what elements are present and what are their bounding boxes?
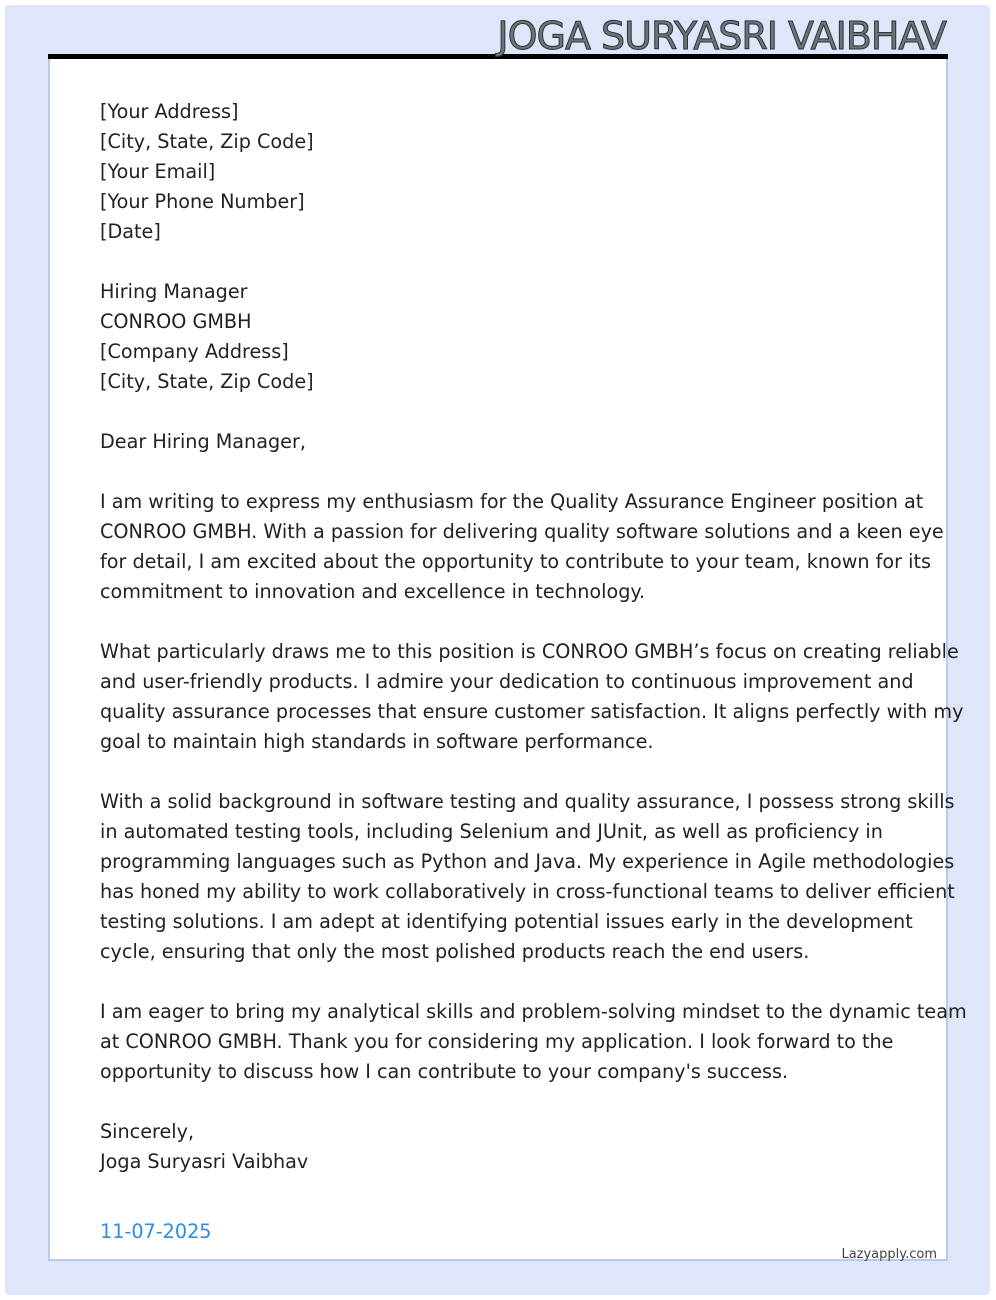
salutation-text: Dear Hiring Manager,	[100, 430, 306, 453]
paragraph-line: testing solutions. I am adept at identifying potential issues early in the development	[100, 910, 913, 933]
sender-address: [Your Address]	[100, 100, 239, 123]
paragraph-line: programming languages such as Python and Java. My experience in Agile methodologies	[100, 850, 955, 873]
sender-address-block	[100, 97, 900, 247]
paragraph-line: I am eager to bring my analytical skills and problem-solving mindset to the dynamic team	[100, 1000, 967, 1023]
recipient-address: [Company Address]	[100, 340, 289, 363]
letter-date: 11-07-2025	[100, 1220, 212, 1243]
salutation	[100, 427, 900, 457]
sender-phone: [Your Phone Number]	[100, 190, 305, 213]
letter-body	[100, 97, 967, 1177]
body-paragraph-1	[100, 487, 944, 607]
paragraph-line: cycle, ensuring that only the most polished products reach the end users.	[100, 940, 810, 963]
recipient-title: Hiring Manager	[100, 280, 248, 303]
paragraph-line: at CONROO GMBH. Thank you for considering my application. I look forward to the	[100, 1030, 894, 1053]
recipient-address-block	[100, 277, 900, 397]
paragraph-line: CONROO GMBH. With a passion for delivering quality software solutions and a keen eye	[100, 520, 944, 543]
paragraph-line: for detail, I am excited about the opportunity to contribute to your team, known for its	[100, 550, 932, 573]
sender-city: [City, State, Zip Code]	[100, 130, 314, 153]
paragraph-line: quality assurance processes that ensure customer satisfaction. It aligns perfectly with my	[100, 700, 964, 723]
paragraph-line: I am writing to express my enthusiasm for the Quality Assurance Engineer position at	[100, 490, 924, 513]
brand-watermark: Lazyapply.com	[841, 1247, 937, 1262]
valediction: Sincerely,	[100, 1120, 195, 1143]
paragraph-line: What particularly draws me to this position is CONROO GMBH’s focus on creating reliable	[100, 640, 959, 663]
closing-block	[100, 1117, 900, 1177]
paragraph-line: in automated testing tools, including Selenium and JUnit, as well as proficiency in	[100, 820, 883, 843]
body-paragraph-4	[100, 997, 967, 1087]
body-paragraph-3	[100, 787, 955, 967]
sender-email: [Your Email]	[100, 160, 216, 183]
paragraph-line: opportunity to discuss how I can contribute to your company's success.	[100, 1060, 789, 1083]
sender-date: [Date]	[100, 220, 161, 243]
paragraph-line: goal to maintain high standards in software performance.	[100, 730, 654, 753]
paragraph-line: and user-friendly products. I admire your dedication to continuous improvement and	[100, 670, 914, 693]
paragraph-line: has honed my ability to work collaboratively in cross-functional teams to deliver efficient	[100, 880, 955, 903]
recipient-city: [City, State, Zip Code]	[100, 370, 314, 393]
applicant-name-header: JOGA SURYASRI VAIBHAV	[497, 14, 946, 58]
body-paragraph-2	[100, 637, 964, 757]
paragraph-line: commitment to innovation and excellence in technology.	[100, 580, 646, 603]
signature-name: Joga Suryasri Vaibhav	[100, 1150, 309, 1173]
recipient-company: CONROO GMBH	[100, 310, 252, 333]
paragraph-line: With a solid background in software testing and quality assurance, I possess strong skills	[100, 790, 955, 813]
